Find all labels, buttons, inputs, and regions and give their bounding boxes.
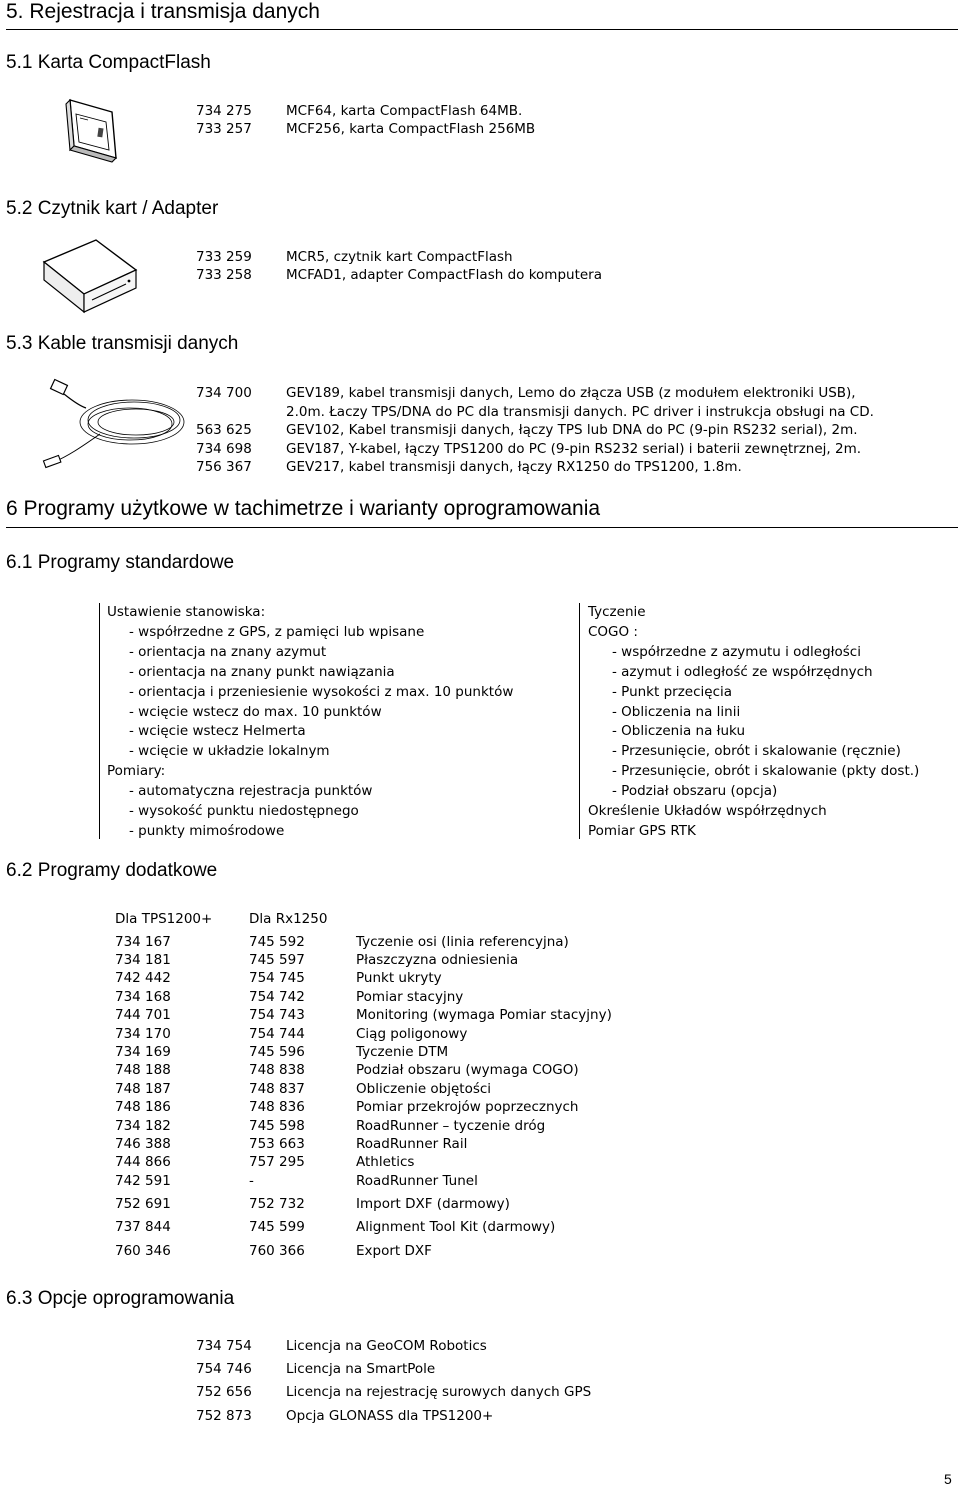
reader-desc-1: MCR5, czytnik kart CompactFlash <box>286 249 513 265</box>
section-6-rule <box>6 527 958 528</box>
section-5-1-title: 5.1 Karta CompactFlash <box>6 52 211 73</box>
table-cell-code-rx: 745 592 <box>249 934 305 950</box>
option-desc: Opcja GLONASS dla TPS1200+ <box>286 1408 494 1424</box>
table-cell-name: Alignment Tool Kit (darmowy) <box>356 1219 556 1235</box>
left-item: - orientacja i przeniesienie wysokości z max. 10 punktów <box>129 684 514 700</box>
option-code: 734 754 <box>196 1338 252 1354</box>
table-cell-code-rx: 753 663 <box>249 1136 305 1152</box>
table-cell-code-tps: 742 591 <box>115 1173 171 1189</box>
left-item: - wysokość punktu niedostępnego <box>129 803 359 819</box>
table-cell-name: Tyczenie osi (linia referencyjna) <box>356 934 569 950</box>
reader-code-1: 733 259 <box>196 249 252 265</box>
table-cell-code-tps: 737 844 <box>115 1219 171 1235</box>
left-item: - punkty mimośrodowe <box>129 823 285 839</box>
table-cell-code-rx: 754 744 <box>249 1026 305 1042</box>
right-item: - Obliczenia na linii <box>612 704 741 720</box>
option-desc: Licencja na GeoCOM Robotics <box>286 1338 487 1354</box>
section-5-rule <box>6 29 958 30</box>
cable-code-1: 734 700 <box>196 385 252 401</box>
table-cell-code-rx: 745 597 <box>249 952 305 968</box>
table-cell-code-rx: 754 742 <box>249 989 305 1005</box>
right-item: Pomiar GPS RTK <box>588 823 696 839</box>
table-cell-code-rx: 752 732 <box>249 1196 305 1212</box>
card-reader-illustration <box>40 236 140 316</box>
table-cell-code-tps: 734 170 <box>115 1026 171 1042</box>
left-item: - wcięcie wstecz do max. 10 punktów <box>129 704 382 720</box>
table-cell-name: Ciąg poligonowy <box>356 1026 468 1042</box>
table-cell-code-tps: 734 182 <box>115 1118 171 1134</box>
table-cell-code-rx: 754 743 <box>249 1007 305 1023</box>
right-item: Tyczenie <box>588 604 646 620</box>
table-cell-code-tps: 760 346 <box>115 1243 171 1259</box>
table-cell-code-tps: 748 187 <box>115 1081 171 1097</box>
table-cell-name: Import DXF (darmowy) <box>356 1196 510 1212</box>
right-item: - azymut i odległość ze współrzędnych <box>612 664 873 680</box>
col-header-rx: Dla Rx1250 <box>249 911 328 927</box>
table-cell-code-tps: 742 442 <box>115 970 171 986</box>
left-item: - wcięcie w układzie lokalnym <box>129 743 330 759</box>
col-header-tps: Dla TPS1200+ <box>115 911 213 927</box>
table-cell-name: Punkt ukryty <box>356 970 442 986</box>
left-item: - orientacja na znany punkt nawiązania <box>129 664 395 680</box>
table-cell-code-tps: 746 388 <box>115 1136 171 1152</box>
right-item: - Przesunięcie, obrót i skalowanie (ręcznie) <box>612 743 901 759</box>
left-item: Ustawienie stanowiska: <box>107 604 266 620</box>
section-6-2-title: 6.2 Programy dodatkowe <box>6 860 218 881</box>
right-item: Określenie Układów współrzędnych <box>588 803 827 819</box>
table-cell-name: Płaszczyzna odniesienia <box>356 952 519 968</box>
table-cell-name: Obliczenie objętości <box>356 1081 492 1097</box>
cf-code-1: 734 275 <box>196 103 252 119</box>
cable-code-2: 563 625 <box>196 422 252 438</box>
table-cell-name: RoadRunner – tyczenie dróg <box>356 1118 546 1134</box>
section-5-2-title: 5.2 Czytnik kart / Adapter <box>6 198 219 219</box>
right-item: - Punkt przecięcia <box>612 684 733 700</box>
section-6-3-title: 6.3 Opcje oprogramowania <box>6 1288 235 1309</box>
cable-code-3: 734 698 <box>196 441 252 457</box>
table-cell-code-rx: 748 838 <box>249 1062 305 1078</box>
left-item: - wcięcie wstecz Helmerta <box>129 723 306 739</box>
right-item: COGO : <box>588 624 638 640</box>
cable-illustration <box>40 378 190 474</box>
table-cell-code-tps: 734 169 <box>115 1044 171 1060</box>
table-cell-code-rx: - <box>249 1173 254 1189</box>
table-cell-name: Pomiar przekrojów poprzecznych <box>356 1099 579 1115</box>
table-cell-code-tps: 744 866 <box>115 1154 171 1170</box>
table-cell-name: Monitoring (wymaga Pomiar stacyjny) <box>356 1007 612 1023</box>
cable-desc-2: GEV102, Kabel transmisji danych, łączy TPS lub DNA do PC (9-pin RS232 serial), 2m. <box>286 422 858 438</box>
table-cell-code-rx: 757 295 <box>249 1154 305 1170</box>
section-6-title: 6 Programy użytkowe w tachimetrze i warianty oprogramowania <box>6 497 601 520</box>
left-item: - orientacja na znany azymut <box>129 644 327 660</box>
cable-desc-1-cont: 2.0m. Łaczy TPS/DNA do PC dla transmisji danych. PC driver i instrukcja obsługi na CD. <box>286 404 874 420</box>
option-desc: Licencja na SmartPole <box>286 1361 436 1377</box>
table-cell-name: RoadRunner Tunel <box>356 1173 478 1189</box>
compactflash-card-illustration <box>62 98 124 164</box>
right-column-divider <box>579 603 580 839</box>
table-cell-code-tps: 734 168 <box>115 989 171 1005</box>
reader-desc-2: MCFAD1, adapter CompactFlash do komputera <box>286 267 603 283</box>
left-column-divider <box>99 603 100 839</box>
table-cell-name: Athletics <box>356 1154 415 1170</box>
cf-desc-2: MCF256, karta CompactFlash 256MB <box>286 121 536 137</box>
table-cell-code-tps: 734 181 <box>115 952 171 968</box>
page-number: 5 <box>944 1471 952 1487</box>
section-5-3-title: 5.3 Kable transmisji danych <box>6 333 239 354</box>
cf-code-2: 733 257 <box>196 121 252 137</box>
table-cell-name: Podział obszaru (wymaga COGO) <box>356 1062 579 1078</box>
right-item: - Podział obszaru (opcja) <box>612 783 778 799</box>
table-cell-code-rx: 745 598 <box>249 1118 305 1134</box>
reader-code-2: 733 258 <box>196 267 252 283</box>
table-cell-code-rx: 748 836 <box>249 1099 305 1115</box>
table-cell-code-tps: 744 701 <box>115 1007 171 1023</box>
right-item: - współrzedne z azymutu i odległości <box>612 644 861 660</box>
table-cell-code-tps: 734 167 <box>115 934 171 950</box>
table-cell-name: RoadRunner Rail <box>356 1136 468 1152</box>
table-cell-code-rx: 760 366 <box>249 1243 305 1259</box>
option-desc: Licencja na rejestrację surowych danych GPS <box>286 1384 592 1400</box>
left-item: Pomiary: <box>107 763 166 779</box>
left-item: - współrzedne z GPS, z pamięci lub wpisane <box>129 624 425 640</box>
cable-desc-1: GEV189, kabel transmisji danych, Lemo do złącza USB (z modułem elektroniki USB), <box>286 385 856 401</box>
table-cell-code-tps: 748 186 <box>115 1099 171 1115</box>
cable-desc-4: GEV217, kabel transmisji danych, łączy RX1250 do TPS1200, 1.8m. <box>286 459 742 475</box>
table-cell-name: Export DXF <box>356 1243 432 1259</box>
right-item: - Obliczenia na łuku <box>612 723 746 739</box>
table-cell-code-tps: 748 188 <box>115 1062 171 1078</box>
table-cell-name: Pomiar stacyjny <box>356 989 464 1005</box>
cf-desc-1: MCF64, karta CompactFlash 64MB. <box>286 103 523 119</box>
option-code: 752 873 <box>196 1408 252 1424</box>
cable-code-4: 756 367 <box>196 459 252 475</box>
cable-desc-3: GEV187, Y-kabel, łączy TPS1200 do PC (9-pin RS232 serial) i baterii zewnętrznej, 2m. <box>286 441 862 457</box>
right-item: - Przesunięcie, obrót i skalowanie (pkty dost.) <box>612 763 920 779</box>
left-item: - automatyczna rejestracja punktów <box>129 783 373 799</box>
option-code: 754 746 <box>196 1361 252 1377</box>
section-6-1-title: 6.1 Programy standardowe <box>6 552 235 573</box>
table-cell-code-tps: 752 691 <box>115 1196 171 1212</box>
table-cell-code-rx: 748 837 <box>249 1081 305 1097</box>
section-5-title: 5. Rejestracja i transmisja danych <box>6 0 320 23</box>
table-cell-code-rx: 745 599 <box>249 1219 305 1235</box>
table-cell-code-rx: 745 596 <box>249 1044 305 1060</box>
option-code: 752 656 <box>196 1384 252 1400</box>
table-cell-name: Tyczenie DTM <box>356 1044 449 1060</box>
table-cell-code-rx: 754 745 <box>249 970 305 986</box>
